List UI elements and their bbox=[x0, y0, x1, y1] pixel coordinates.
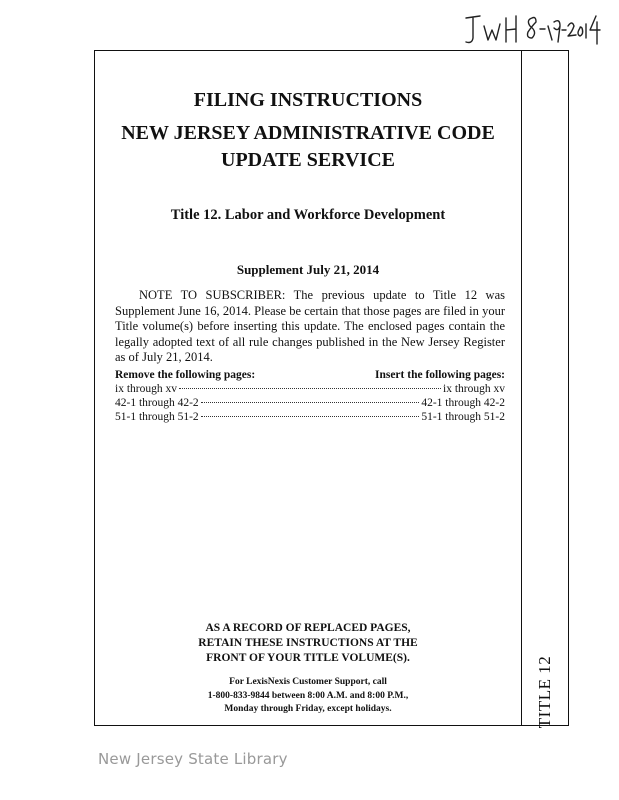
insert-pages: ix through xv bbox=[443, 383, 505, 395]
record-line: AS A RECORD OF REPLACED PAGES, bbox=[205, 622, 411, 634]
remove-pages: ix through xv bbox=[115, 383, 177, 395]
page-list-header bbox=[115, 368, 505, 382]
insert-header: Insert the following pages: bbox=[374, 369, 505, 381]
record-line: FRONT OF YOUR TITLE VOLUME(S). bbox=[206, 652, 410, 664]
insert-pages: 42-1 through 42-2 bbox=[421, 397, 505, 409]
title-name: Title 12. Labor and Workforce Development bbox=[170, 207, 446, 223]
support-line: Monday through Friday, except holidays. bbox=[224, 704, 392, 714]
record-line: RETAIN THESE INSTRUCTIONS AT THE bbox=[198, 637, 418, 649]
library-stamp: New Jersey State Library bbox=[98, 750, 288, 768]
note-to-subscriber: NOTE TO SUBSCRIBER: The previous update to Title 12 was Supplement June 16, 2014. Please be certain that those pages are filed in your Title volume(s) before inserting this update. The enclosed pages contain the legally adopted text of all rule changes published in the New Jersey Register as of July 21, 2014. bbox=[115, 288, 505, 364]
document-frame bbox=[94, 50, 569, 729]
heading-update-service: UPDATE SERVICE bbox=[221, 149, 395, 171]
dot-leader bbox=[201, 416, 420, 417]
support-line: For LexisNexis Customer Support, call bbox=[229, 677, 387, 687]
supplement-date: Supplement July 21, 2014 bbox=[236, 262, 380, 277]
heading-filing-instructions: FILING INSTRUCTIONS bbox=[193, 89, 423, 111]
remove-pages: 51-1 through 51-2 bbox=[115, 411, 199, 423]
handwritten-note bbox=[458, 4, 608, 52]
dot-leader bbox=[179, 388, 441, 389]
customer-support bbox=[95, 676, 521, 717]
page-list-row bbox=[115, 396, 505, 410]
page-list-row bbox=[115, 410, 505, 424]
heading-code-name: NEW JERSEY ADMINISTRATIVE CODE bbox=[121, 122, 495, 144]
page-replacement-list bbox=[115, 368, 505, 424]
dot-leader bbox=[201, 402, 420, 403]
insert-pages: 51-1 through 51-2 bbox=[421, 411, 505, 423]
support-line: 1-800-833-9844 between 8:00 A.M. and 8:00 P.M., bbox=[207, 690, 409, 701]
spine-label: TITLE 12 bbox=[535, 655, 554, 729]
remove-pages: 42-1 through 42-2 bbox=[115, 397, 199, 409]
record-instructions bbox=[95, 621, 521, 666]
spine-tab bbox=[522, 51, 568, 729]
document-content bbox=[95, 51, 521, 725]
remove-header: Remove the following pages: bbox=[115, 369, 256, 381]
page-list-row bbox=[115, 382, 505, 396]
